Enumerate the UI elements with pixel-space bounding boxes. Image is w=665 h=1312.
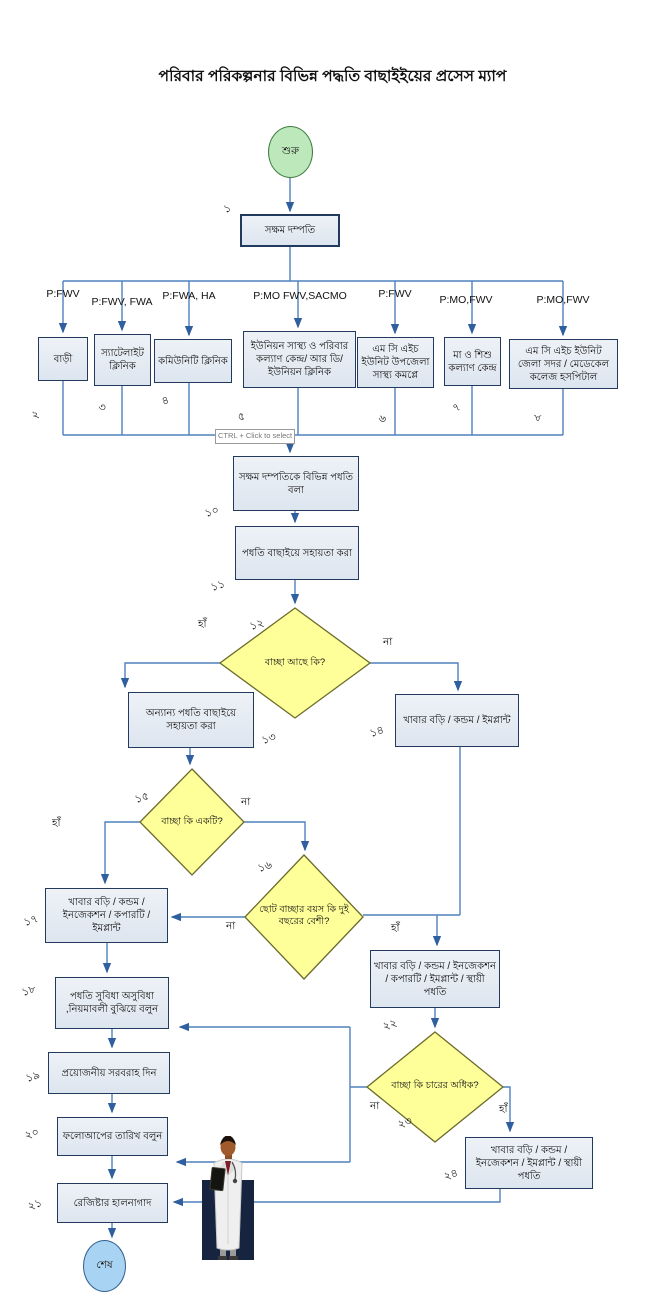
end-node: শেষ <box>83 1240 126 1292</box>
provider-label-1: P:FWV <box>46 288 80 300</box>
process-eligible-couple: সক্ষম দম্পতি <box>240 214 340 247</box>
step-number-6: ৬ <box>377 412 388 426</box>
process-explain-rules: পধতি সুবিধা অসুবিধা ,নিয়মাবলী বুঝিয়ে বলুন <box>55 977 169 1029</box>
decision-shapes <box>140 608 503 1142</box>
hyperlink-tooltip: CTRL + Click to select <box>215 429 295 444</box>
step-number-7: ৭ <box>451 401 462 415</box>
step-number-20: ২০ <box>23 1126 41 1142</box>
process-help-select-method: পধতি বাছাইয়ে সহায়তা করা <box>235 526 359 580</box>
step-number-1: ১ <box>222 202 233 216</box>
process-home: বাড়ী <box>38 337 88 381</box>
process-update-register: রেজিষ্টার হালনাগাদ <box>57 1183 168 1223</box>
branch-no-15: না <box>241 796 251 808</box>
step-number-5: ৫ <box>236 410 247 424</box>
step-number-11: ১১ <box>209 578 227 594</box>
step-number-8: ৮ <box>533 411 544 425</box>
process-mch-upazila: এম সি এইচ ইউনিট উপজেলা সাস্থ্য কমপ্লে <box>357 337 434 388</box>
branch-yes-12: হাঁ <box>198 618 207 630</box>
step-number-13: ১৩ <box>260 731 278 747</box>
branch-no-16: না <box>226 920 236 932</box>
provider-label-3: P:FWA, HA <box>162 290 216 302</box>
process-help-select-other-method: অন্যান্য পধতি বাছাইয়ে সহায়তা করা <box>128 692 254 748</box>
step-number-24: ২৪ <box>442 1167 460 1183</box>
doctor-clipart <box>196 1136 266 1264</box>
step-number-23: ২৩ <box>396 1115 414 1131</box>
process-mother-child-center: মা ও শিশু কল্যাণ কেন্দ্র <box>444 337 501 386</box>
decision-one-child: বাচ্ছা কি একটি? <box>161 815 223 827</box>
decision-has-children: বাচ্ছা আছে কি? <box>264 656 326 668</box>
step-number-14: ১৪ <box>368 724 386 740</box>
step-number-22: ২২ <box>381 1017 399 1033</box>
provider-label-4: P:MO FWV,SACMO <box>253 290 347 302</box>
page-title: পরিবার পরিকল্পনার বিভিন্ন পদ্ধতি বাছাইইয়ের প্রসেস ম্যাপ <box>158 68 507 85</box>
step-number-10: ১০ <box>203 504 221 520</box>
step-number-18: ১৮ <box>20 983 38 999</box>
step-number-15: ১৫ <box>133 790 151 806</box>
process-methods-one-child: খাবার বড়ি / কন্ডম / ইনজেকশন / কপারটি / ইমপ্লান্ট <box>45 888 168 943</box>
process-methods-older-child: খাবার বড়ি / কন্ডম / ইনজেকশন / কপারটি / ইমপ্লান্ট / স্থায়ী পধতি <box>370 950 500 1008</box>
branch-yes-15: হাঁ <box>52 817 61 829</box>
step-number-21: ২১ <box>26 1197 44 1213</box>
start-node: শুরু <box>268 126 313 178</box>
process-mch-district-hospital: এম সি এইচ ইউনিট জেলা সদর / মেডেকেল কলেজ হসপিটাল <box>509 339 618 389</box>
provider-label-7: P:MO,FWV <box>536 294 590 306</box>
step-number-3: ৩ <box>97 401 108 415</box>
branch-yes-16: হাঁ <box>391 922 400 934</box>
step-number-12: ১২ <box>248 617 266 633</box>
step-number-17: ১৭ <box>22 913 40 929</box>
provider-label-2: P:FWV, FWA <box>91 296 153 308</box>
step-number-19: ১৯ <box>24 1069 42 1085</box>
step-number-16: ১৬ <box>256 859 274 875</box>
process-give-supplies: প্রয়োজনীয় সরবরাহ দিন <box>48 1052 170 1094</box>
clipboard <box>210 1167 225 1190</box>
step-number-2: ২ <box>30 408 41 422</box>
provider-label-6: P:MO,FWV <box>439 294 493 306</box>
process-methods-many-children: খাবার বড়ি / কন্ডম / ইনজেকশন / ইমপ্লান্ট / স্থায়ী পধতি <box>465 1137 593 1189</box>
process-tell-methods[interactable]: সক্ষম দম্পতিকে বিভিন্ন পধতি বলা <box>233 456 359 511</box>
process-followup-date: ফলোআপের তারিখ বলুন <box>57 1117 168 1156</box>
branch-no-12: না <box>383 636 393 648</box>
process-union-health-center: ইউনিয়ন সাস্থ্য ও পরিবার কল্যাণ কেন্দ্র/ আর ডি/ ইউনিয়ন ক্লিনিক <box>243 331 356 388</box>
branch-no-23: না <box>370 1100 380 1112</box>
process-pill-condom-implant: খাবার বড়ি / কন্ডম / ইমপ্লান্ট <box>395 694 519 747</box>
process-community-clinic: কমিউনিটি ক্লিনিক <box>154 339 232 383</box>
decision-more-than-four: বাচ্ছা কি চারের অধিক? <box>391 1079 479 1091</box>
process-satellite-clinic: স্যাটেলাইট ক্লিনিক <box>94 334 151 386</box>
step-number-4: ৪ <box>160 394 171 408</box>
decision-youngest-over-two: ছোট বাচ্ছার বয়স কি দুই বছরের বেশী? <box>259 903 349 927</box>
branch-yes-23: হাঁ <box>499 1103 508 1115</box>
provider-label-5: P:FWV <box>378 288 412 300</box>
